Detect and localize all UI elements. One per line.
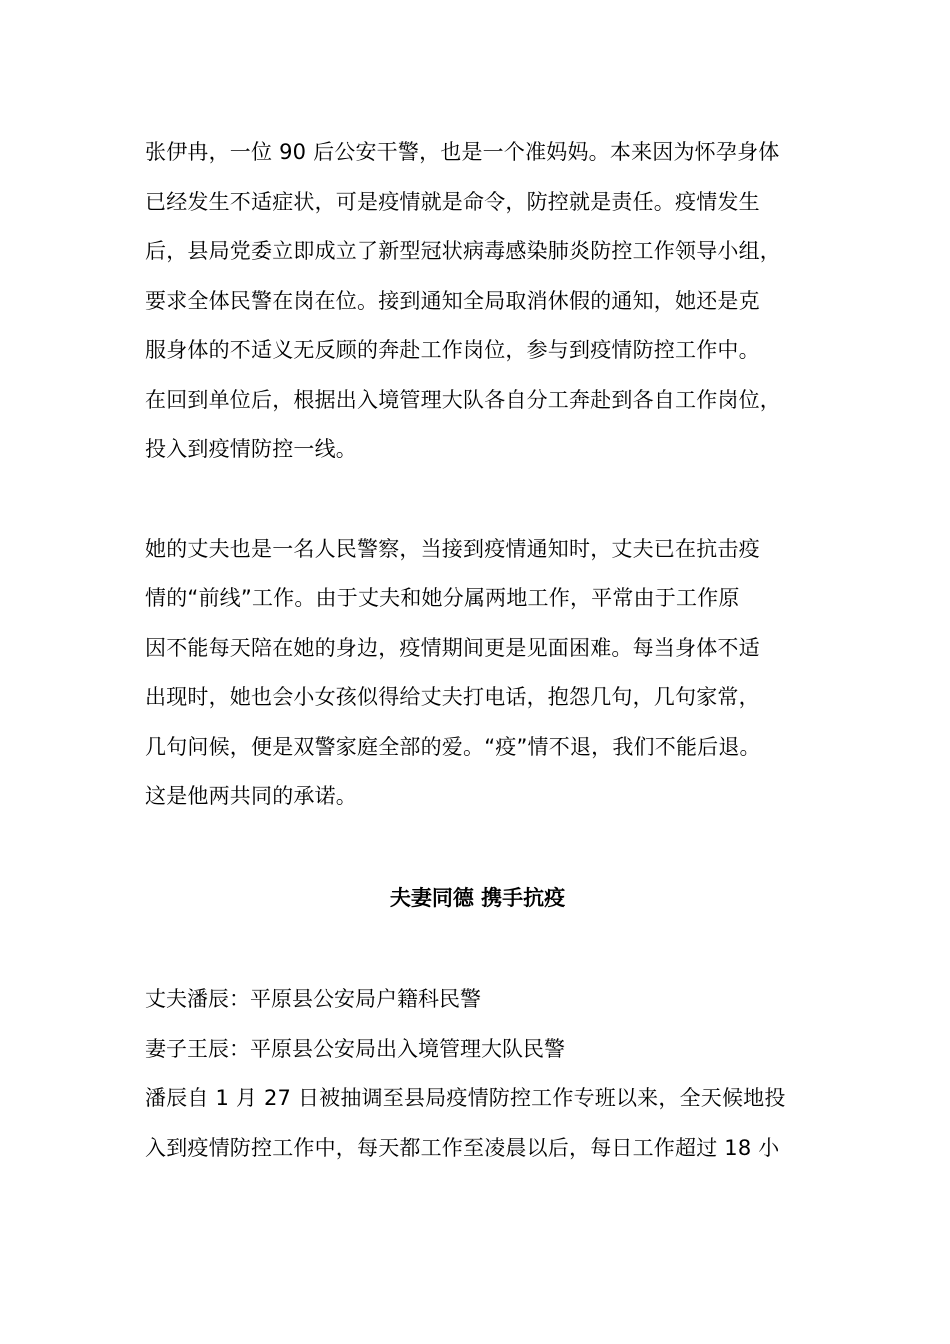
paragraph-line: 这是他两共同的承诺。 (145, 784, 357, 808)
paragraph-line: 情的“前线”工作。由于丈夫和她分属两地工作，平常由于工作原 (145, 586, 740, 610)
paragraph-line: 服身体的不适义无反顾的奔赴工作岗位，参与到疫情防控工作中。 (145, 338, 760, 362)
paragraph-line: 在回到单位后，根据出入境管理大队各自分工奔赴到各自工作岗位， (145, 387, 781, 412)
paragraph-line: 因不能每天陪在她的身边，疫情期间更是见面困难。每当身体不适 (145, 635, 760, 660)
paragraph-line: 潘辰自 1 月 27 日被抽调至县局疫情防控工作专班以来，全天候地投 (145, 1086, 786, 1110)
wife-info: 妻子王辰：平原县公安局出入境管理大队民警 (145, 1036, 565, 1061)
paragraph-husband (145, 525, 810, 822)
paragraph-zhang-yiran (145, 128, 810, 475)
section-heading: 夫妻同德 携手抗疫 (389, 885, 566, 910)
husband-info: 丈夫潘辰：平原县公安局户籍科民警 (145, 987, 481, 1011)
paragraph-pan-chen (145, 1074, 810, 1173)
paragraph-line: 几句问候，便是双警家庭全部的爱。“疫”情不退，我们不能后退。 (145, 734, 761, 759)
paragraph-line: 已经发生不适症状，可是疫情就是命令，防控就是责任。疫情发生 (145, 189, 760, 214)
paragraph-line: 出现时，她也会小女孩似得给丈夫打电话，抱怨几句，几句家常， (145, 685, 760, 709)
paragraph-line: 要求全体民警在岗在位。接到通知全局取消休假的通知，她还是克 (145, 288, 760, 313)
paragraph-line: 投入到疫情防控一线。 (145, 437, 357, 461)
paragraph-line: 后，县局党委立即成立了新型冠状病毒感染肺炎防控工作领导小组， (145, 239, 781, 263)
paragraph-line: 入到疫情防控工作中，每天都工作至凌晨以后，每日工作超过 18 小 (145, 1135, 780, 1160)
paragraph-line: 张伊冉，一位 90 后公安干警，也是一个准妈妈。本来因为怀孕身体 (145, 140, 780, 164)
paragraph-line: 她的丈夫也是一名人民警察，当接到疫情通知时，丈夫已在抗击疫 (145, 536, 760, 561)
document-body (145, 128, 810, 1173)
